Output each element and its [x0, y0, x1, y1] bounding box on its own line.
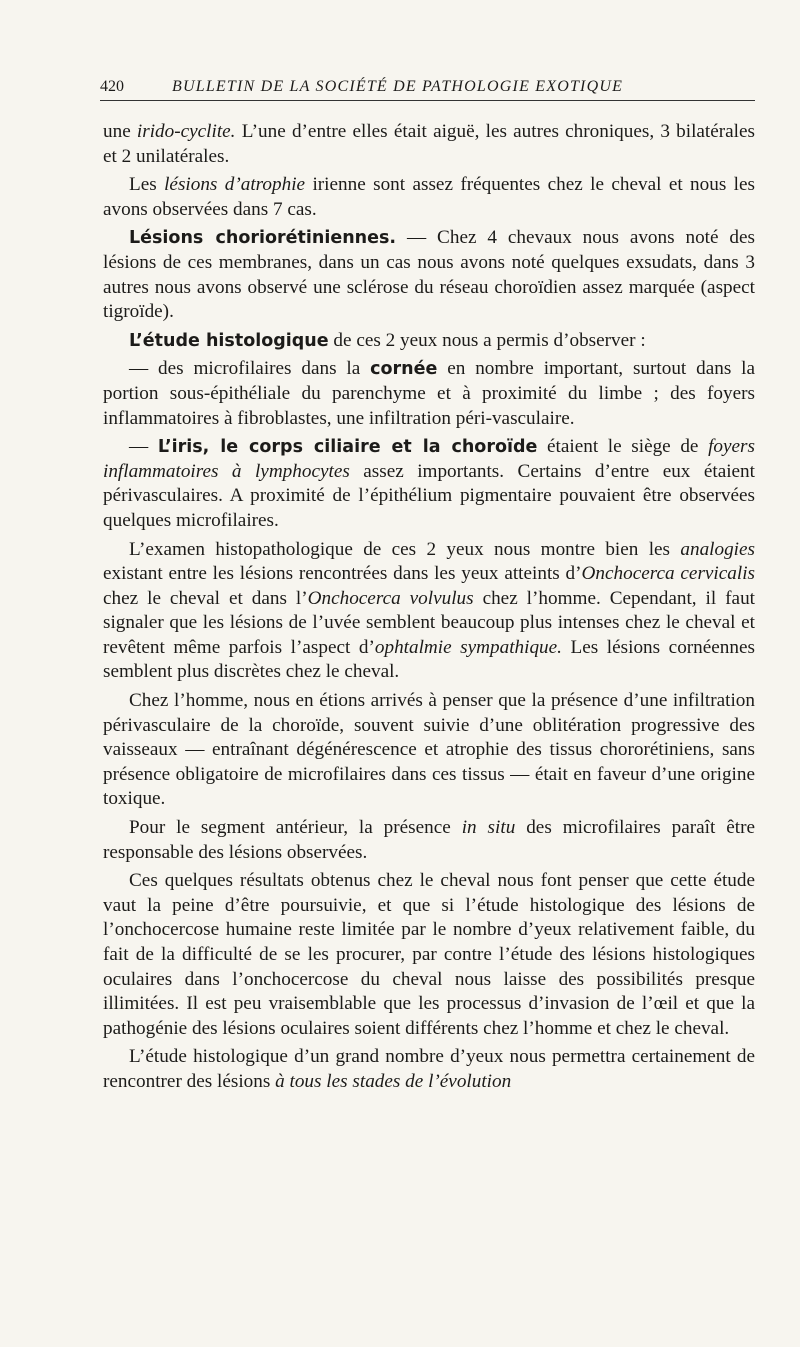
text-run: L’une d’entre elles était aiguë, les autres chroniques, 3 bilatérales et 2 unilatérales.	[103, 121, 755, 167]
paragraph-human	[103, 689, 755, 812]
text-run: chez l’homme. Cependant, il faut signaler que les lésions de l’uvée semblent beaucoup plus intenses chez le cheval et revêtent même parfois l’aspect d’	[103, 587, 756, 658]
running-header	[100, 78, 755, 101]
italic-term: in situ	[461, 817, 516, 839]
article-body	[103, 120, 755, 1099]
paragraph-conclusion	[103, 1045, 755, 1094]
text-run: chez le cheval et dans l’	[103, 587, 308, 609]
paragraph-anterior-segment	[103, 816, 755, 865]
text-run: — Chez 4 chevaux nous avons noté des lésions de ces membranes, dans un cas nous avons noté quelques exsudats, dans 3 autres nous avons observé une sclérose du réseau choroïdien assez marquée (aspect tigroïde).	[103, 227, 755, 323]
paragraph-cornea	[103, 357, 755, 431]
paragraph-iris	[103, 435, 755, 533]
section-heading: Lésions choriorétiniennes.	[129, 228, 397, 249]
italic-term: Onchocerca volvulus	[307, 587, 474, 609]
section-heading: L’étude histologique	[129, 330, 329, 351]
paragraph-1	[103, 120, 755, 169]
text-run: Les	[129, 174, 165, 196]
text-run: une	[103, 121, 137, 142]
text-run: —	[129, 436, 158, 458]
text-run: assez importants. Certains d’entre eux étaient périvasculaires. A proximité de l’épithélium pigmentaire pouvaient être observées quelques microfilaires.	[103, 460, 755, 531]
italic-term: à tous les stades de l’évolution	[275, 1070, 512, 1092]
text-run: étaient le siège de	[537, 436, 709, 458]
text-run: — des microfilaires dans la	[129, 358, 371, 380]
paragraph-2	[103, 173, 755, 222]
text-run: en nombre important, surtout dans la portion sous-épithéliale du parenchyme et à proximité du limbe ; des foyers inflammatoires à fibroblastes, une infiltration péri-vasculaire.	[103, 358, 755, 429]
journal-title: BULLETIN DE LA SOCIÉTÉ DE PATHOLOGIE EXOTIQUE	[172, 78, 624, 95]
bold-term: cornée	[370, 359, 438, 380]
text-run: Les lésions cornéennes semblent plus discrètes chez le cheval.	[103, 636, 755, 683]
text-run: de ces 2 yeux nous a permis d’observer :	[328, 329, 646, 351]
paragraph-choriretinal	[103, 226, 755, 324]
page-number: 420	[100, 78, 124, 95]
text-run: irienne sont assez fréquentes chez le cheval et nous les avons observées dans 7 cas.	[103, 174, 755, 220]
italic-term: analogies	[680, 538, 755, 560]
text-run: existant entre les lésions rencontrées dans les yeux atteints d’	[103, 563, 582, 585]
text-run: Pour le segment antérieur, la présence	[129, 817, 462, 839]
italic-term: lésions d’atrophie	[164, 174, 306, 196]
text-run: L’étude histologique d’un grand nombre d’yeux nous permettra certainement de rencontrer des lésions	[103, 1046, 755, 1092]
bold-term: L’iris, le corps ciliaire et la choroïde	[157, 437, 538, 458]
text-run: Chez l’homme, nous en étions arrivés à penser que la présence d’une infiltration périvasculaire de la choroïde, souvent suivie d’une oblitération progressive des vaisseaux — entraînant dégénérescence et atrophie des tissus chororétiniens, sans présence obligatoire de microfilaires dans ces tissus — était en faveur d’une origine toxique.	[103, 690, 755, 810]
paragraph-results	[103, 869, 755, 1041]
italic-term: irido-cyclite.	[136, 121, 236, 142]
paragraph-histology	[103, 329, 755, 354]
italic-term: ophtalmie sympathique.	[374, 636, 562, 658]
text-run: des microfilaires paraît être responsable des lésions observées.	[103, 817, 756, 863]
text-run: Ces quelques résultats obtenus chez le cheval nous font penser que cette étude vaut la peine d’être poursuivie, et que si l’étude histologique des lésions de l’onchocercose humaine reste limitée par le nombre d’yeux relativement faible, du fait de la difficulté de se les procurer, par contre l’étude des lésions histologiques oculaires dans l’onchocercose du cheval nous laisse des possibilités presque illimitées. Il est peu vraisemblable que les processus d’invasion de l’œil et que la pathogénie des lésions oculaires soient différents chez l’homme et chez le cheval.	[103, 870, 755, 1039]
italic-term: Onchocerca cervicalis	[581, 563, 755, 585]
text-run: L’examen histopathologique de ces 2 yeux nous montre bien les	[129, 538, 681, 560]
paragraph-analogies	[103, 538, 755, 686]
italic-term: foyers inflammatoires à lymphocytes	[103, 436, 755, 482]
